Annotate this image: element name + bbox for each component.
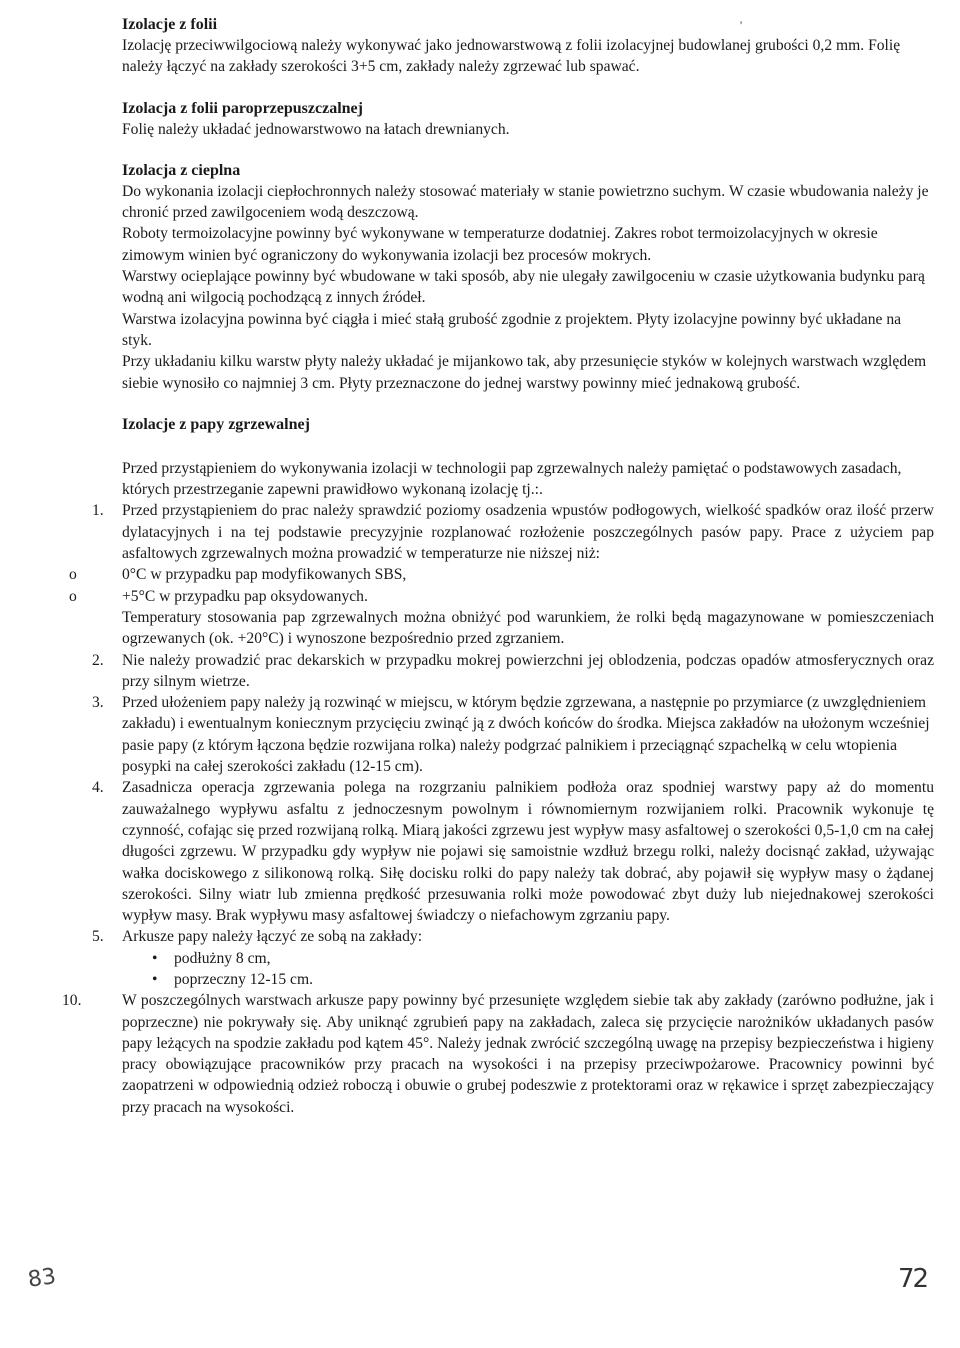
section-paroprzepuszczalna: [122, 98, 934, 140]
list-number: 4.: [92, 779, 104, 797]
bullet-text: podłużny 8 cm,: [174, 949, 271, 967]
list-item-3: [92, 692, 934, 777]
list-number: 2.: [92, 651, 104, 669]
sub-item-5c: [69, 586, 934, 607]
circle-marker: o: [69, 587, 77, 605]
heading-paroprzepuszczalna: Izolacja z folii paroprzepuszczalnej: [122, 99, 363, 117]
list-number: 5.: [92, 928, 104, 946]
paragraph-temperatury: Temperatury stosowania pap zgrzewalnych można obniżyć pod warunkiem, że rolki będą magazynowane w pomieszczeniach ogrzewanych (ok. +20°C) i wynoszone bezpośrednio przed zgrzaniem.: [122, 608, 934, 648]
bullet-text: poprzeczny 12-15 cm.: [174, 970, 313, 988]
list-item-text: W poszczególnych warstwach arkusze papy powinny być przesunięte względem siebie tak aby zakłady (zarówno podłużne, jak i poprzeczne) nie pokrywały się. Aby uniknąć zgrubień papy na zakładach, zaleca się przycięcie narożników układanych pasów papy leżących na spodzie zakładu pod kątem 45°. Należy jednak zwrócić szczególną uwagę na przepisy bezpieczeństwa i higieny pracy obowiązujące pracowników przy pracach na wysokości i na przepisy przeciwpożarowe. Pracownicy powinni być zaopatrzeni w odpowiednią odzież roboczą i obuwie o grubej podeszwie z protektorami oraz w rękawice i sprzęt zabezpieczający przy pracach na wysokości.: [122, 992, 934, 1116]
list-item-text: Przed przystąpieniem do prac należy sprawdzić poziomy osadzenia wpustów podłogowych, wielkość spadków oraz ilość przerw dylatacyjnych i na tej podstawie precyzyjnie rozplanować rozłożenie poszczególnych pasów papy. Prace z użyciem pap asfaltowych zgrzewalnych można prowadzić w temperaturze nie niższej niż:: [122, 502, 934, 563]
list-item-5: [92, 926, 934, 947]
list-item-text: Zasadnicza operacja zgrzewania polega na rozgrzaniu palnikiem podłoża oraz spodniej warstwy papy aż do momentu zauważalnego wypływu asfaltu z jednoczesnym powolnym i równomiernym rozwijaniem rolki. Pracownik wykonuje tę czynność, cofając się przed rozwijaną rolką. Miarą jakości zgrzewu jest wypływ masy asfaltowej o szerokości 0,5-1,0 cm na całej długości zgrzewu. W przypadku gdy wypływ nie pojawi się samoistnie wzdłuż brzegu rolki, należy docisnąć zakład, używając wałka dociskowego z silikonową rolką. Siłę docisku rolki do papy należy tak dobrać, aby pojawił się wypływ masy o żądanej szerokości. Silny wiatr lub zmienna prędkość przesuwania rolki może powodować zbyt duży lub niejednakowej szerokości wypływ masy. Brak wypływu masy asfaltowej świadczy o niefachowym zgrzaniu papy.: [122, 779, 934, 925]
list-item-text: Nie należy prowadzić prac dekarskich w przypadku mokrej powierzchni jej oblodzenia, podczas opadów atmosferycznych oraz przy silnym wietrze.: [122, 651, 934, 690]
list-number: 10.: [62, 992, 82, 1010]
list-item-10: [62, 990, 934, 1118]
bullet-item-poprzeczny: [122, 969, 934, 990]
list-number: 3.: [92, 694, 104, 712]
sub-item-text: +5°C w przypadku pap oksydowanych.: [122, 587, 368, 605]
section-papa: [62, 414, 934, 1118]
heading-cieplna: Izolacja z cieplna: [122, 161, 241, 179]
list-item-1: [92, 500, 934, 564]
bullet-item-podluzny: [122, 948, 934, 969]
list-number: 1.: [92, 502, 104, 520]
heading-papa: Izolacje z papy zgrzewalnej: [122, 415, 310, 433]
paragraph-cieplna-3: Warstwy ocieplające powinny być wbudowane w taki sposób, aby nie ulegały zawilgoceniu w czasie użytkowania budynku parą wodną ani wilgocią pochodzącą z innych źródeł.: [122, 268, 925, 307]
paragraph-folie: Izolację przeciwwilgociową należy wykonywać jako jednowarstwową z folii izolacyjnej budowlanej grubości 0,2 mm. Folię należy łączyć na zakłady szerokości 3+5 cm, zakłady należy zgrzewać lub spawać.: [122, 37, 901, 76]
sub-item-0c: [69, 564, 934, 585]
section-folie: [122, 14, 934, 78]
paragraph-cieplna-2: Roboty termoizolacyjne powinny być wykonywane w temperaturze dodatniej. Zakres robot termoizolacyjnych w okresie zimowym winien być ograniczony do wykonywania izolacji bez procesów mokrych.: [122, 225, 878, 264]
bullet-marker: •: [152, 949, 158, 967]
circle-marker: o: [69, 566, 77, 584]
list-item-text: Przed ułożeniem papy należy ją rozwinąć w miejscu, w którym będzie zgrzewana, a następnie po przymiarce (z uwzględnieniem zakładu) i ewentualnym koniecznym przycięciu zwinąć ją z dwóch końców do środka. Miejsca zakładów na ułożonym wcześniej pasie papy (z którym łączona będzie rozwijana rolka) należy podgrzać palnikiem i przeciągnąć szpachelką w celu wtopienia posypki na całej szerokości zakładu (12-15 cm).: [122, 694, 930, 776]
paragraph-cieplna-5: Przy układaniu kilku warstw płyty należy układać je mijankowo tak, aby przesunięcie styków w kolejnych warstwach względem siebie wynosiło co najmniej 3 cm. Płyty przeznaczone do jednej warstwy powinny mieć jednakową grubość.: [122, 353, 927, 392]
bullet-marker: •: [152, 970, 158, 988]
handwritten-mark: 83: [26, 1264, 58, 1293]
paragraph-papa-intro: Przed przystąpieniem do wykonywania izolacji w technologii pap zgrzewalnych należy pamiętać o podstawowych zasadach, których przestrzeganie zapewni prawidłowo wykonaną izolację tj.:.: [122, 459, 902, 499]
sub-item-text: 0°C w przypadku pap modyfikowanych SBS,: [122, 566, 407, 584]
paragraph-cieplna-1: Do wykonania izolacji ciepłochronnych należy stosować materiały w stanie powietrzno suchym. W czasie wbudowania należy je chronić przed zawilgoceniem wodą deszczową.: [122, 182, 929, 222]
heading-izolacje-z-folii: Izolacje z folii: [122, 16, 218, 33]
page-number: 72: [898, 1264, 928, 1294]
list-item-2: [92, 650, 934, 693]
paragraph-cieplna-4: Warstwa izolacyjna powinna być ciągła i mieć stałą grubość zgodnie z projektem. Płyty izolacyjne powinny być układane na styk.: [122, 310, 902, 349]
list-item-4: [92, 777, 934, 926]
stray-mark: ': [740, 18, 743, 32]
list-item-text: Arkusze papy należy łączyć ze sobą na zakłady:: [122, 928, 423, 946]
content-column: [62, 14, 934, 1118]
section-cieplna: [122, 160, 934, 394]
paragraph-paroprzepuszczalna: Folię należy układać jednowarstwowo na łatach drewnianych.: [122, 120, 510, 138]
